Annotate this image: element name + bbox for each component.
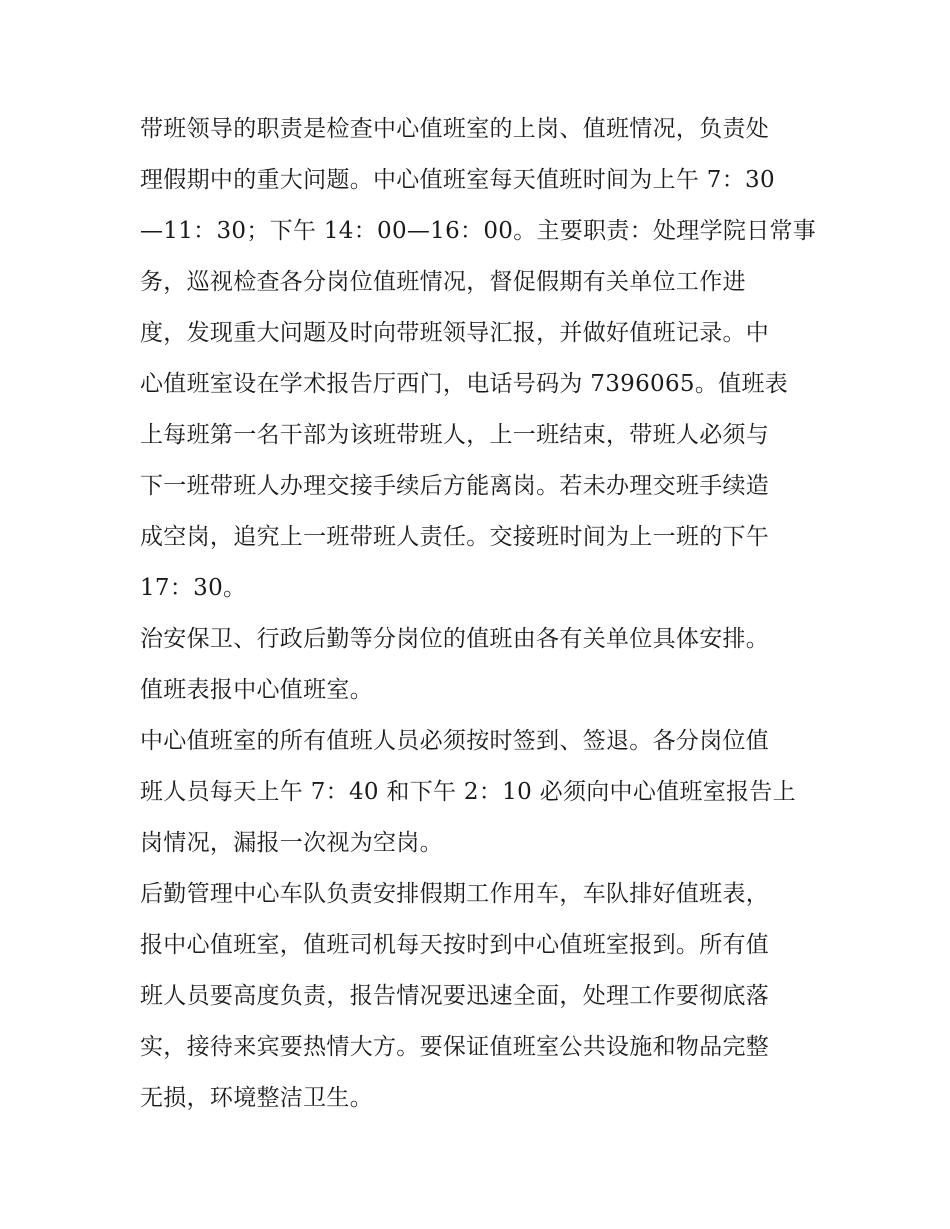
text-line: 实，接待来宾要热情大方。要保证值班室公共设施和物品完整 xyxy=(140,1034,770,1060)
text-line: —11：30；下午 14：00—16：00。主要职责：处理学院日常事 xyxy=(140,218,817,244)
text-line: 成空岗，追究上一班带班人责任。交接班时间为上一班的下午 xyxy=(140,524,770,550)
text-line: 班人员要高度负责，报告情况要迅速全面，处理工作要彻底落 xyxy=(140,983,770,1009)
text-line: 度，发现重大问题及时向带班领导汇报，并做好值班记录。中 xyxy=(140,320,770,346)
paragraph-sign-in xyxy=(140,716,820,869)
paragraph-vehicle-fleet xyxy=(140,869,820,1124)
text-line: 17：30。 xyxy=(140,575,247,601)
text-line: 治安保卫、行政后勤等分岗位的值班由各有关单位具体安排。 xyxy=(140,626,770,652)
text-line: 上每班第一名干部为该班带班人，上一班结束，带班人必须与 xyxy=(140,422,770,448)
text-line: 务，巡视检查各分岗位值班情况，督促假期有关单位工作进 xyxy=(140,269,746,295)
text-line: 值班表报中心值班室。 xyxy=(140,677,373,703)
paragraph-duty-leader xyxy=(140,104,820,614)
text-line: 中心值班室的所有值班人员必须按时签到、签退。各分岗位值 xyxy=(140,728,770,754)
text-line: 无损，环境整洁卫生。 xyxy=(140,1085,373,1111)
text-line: 带班领导的职责是检查中心值班室的上岗、值班情况，负责处 xyxy=(140,116,770,142)
text-line: 班人员每天上午 7：40 和下午 2：10 必须向中心值班室报告上 xyxy=(140,779,796,805)
text-line: 下一班带班人办理交接手续后方能离岗。若未办理交班手续造 xyxy=(140,473,770,499)
text-line: 理假期中的重大问题。中心值班室每天值班时间为上午 7：30 xyxy=(140,167,775,193)
text-line: 报中心值班室，值班司机每天按时到中心值班室报到。所有值 xyxy=(140,932,770,958)
text-line: 岗情况，漏报一次视为空岗。 xyxy=(140,830,443,856)
text-line: 心值班室设在学术报告厅西门，电话号码为 7396065。值班表 xyxy=(140,371,789,397)
text-line: 后勤管理中心车队负责安排假期工作用车，车队排好值班表， xyxy=(140,881,770,907)
document-body xyxy=(140,104,820,1124)
paragraph-security-logistics xyxy=(140,614,820,716)
